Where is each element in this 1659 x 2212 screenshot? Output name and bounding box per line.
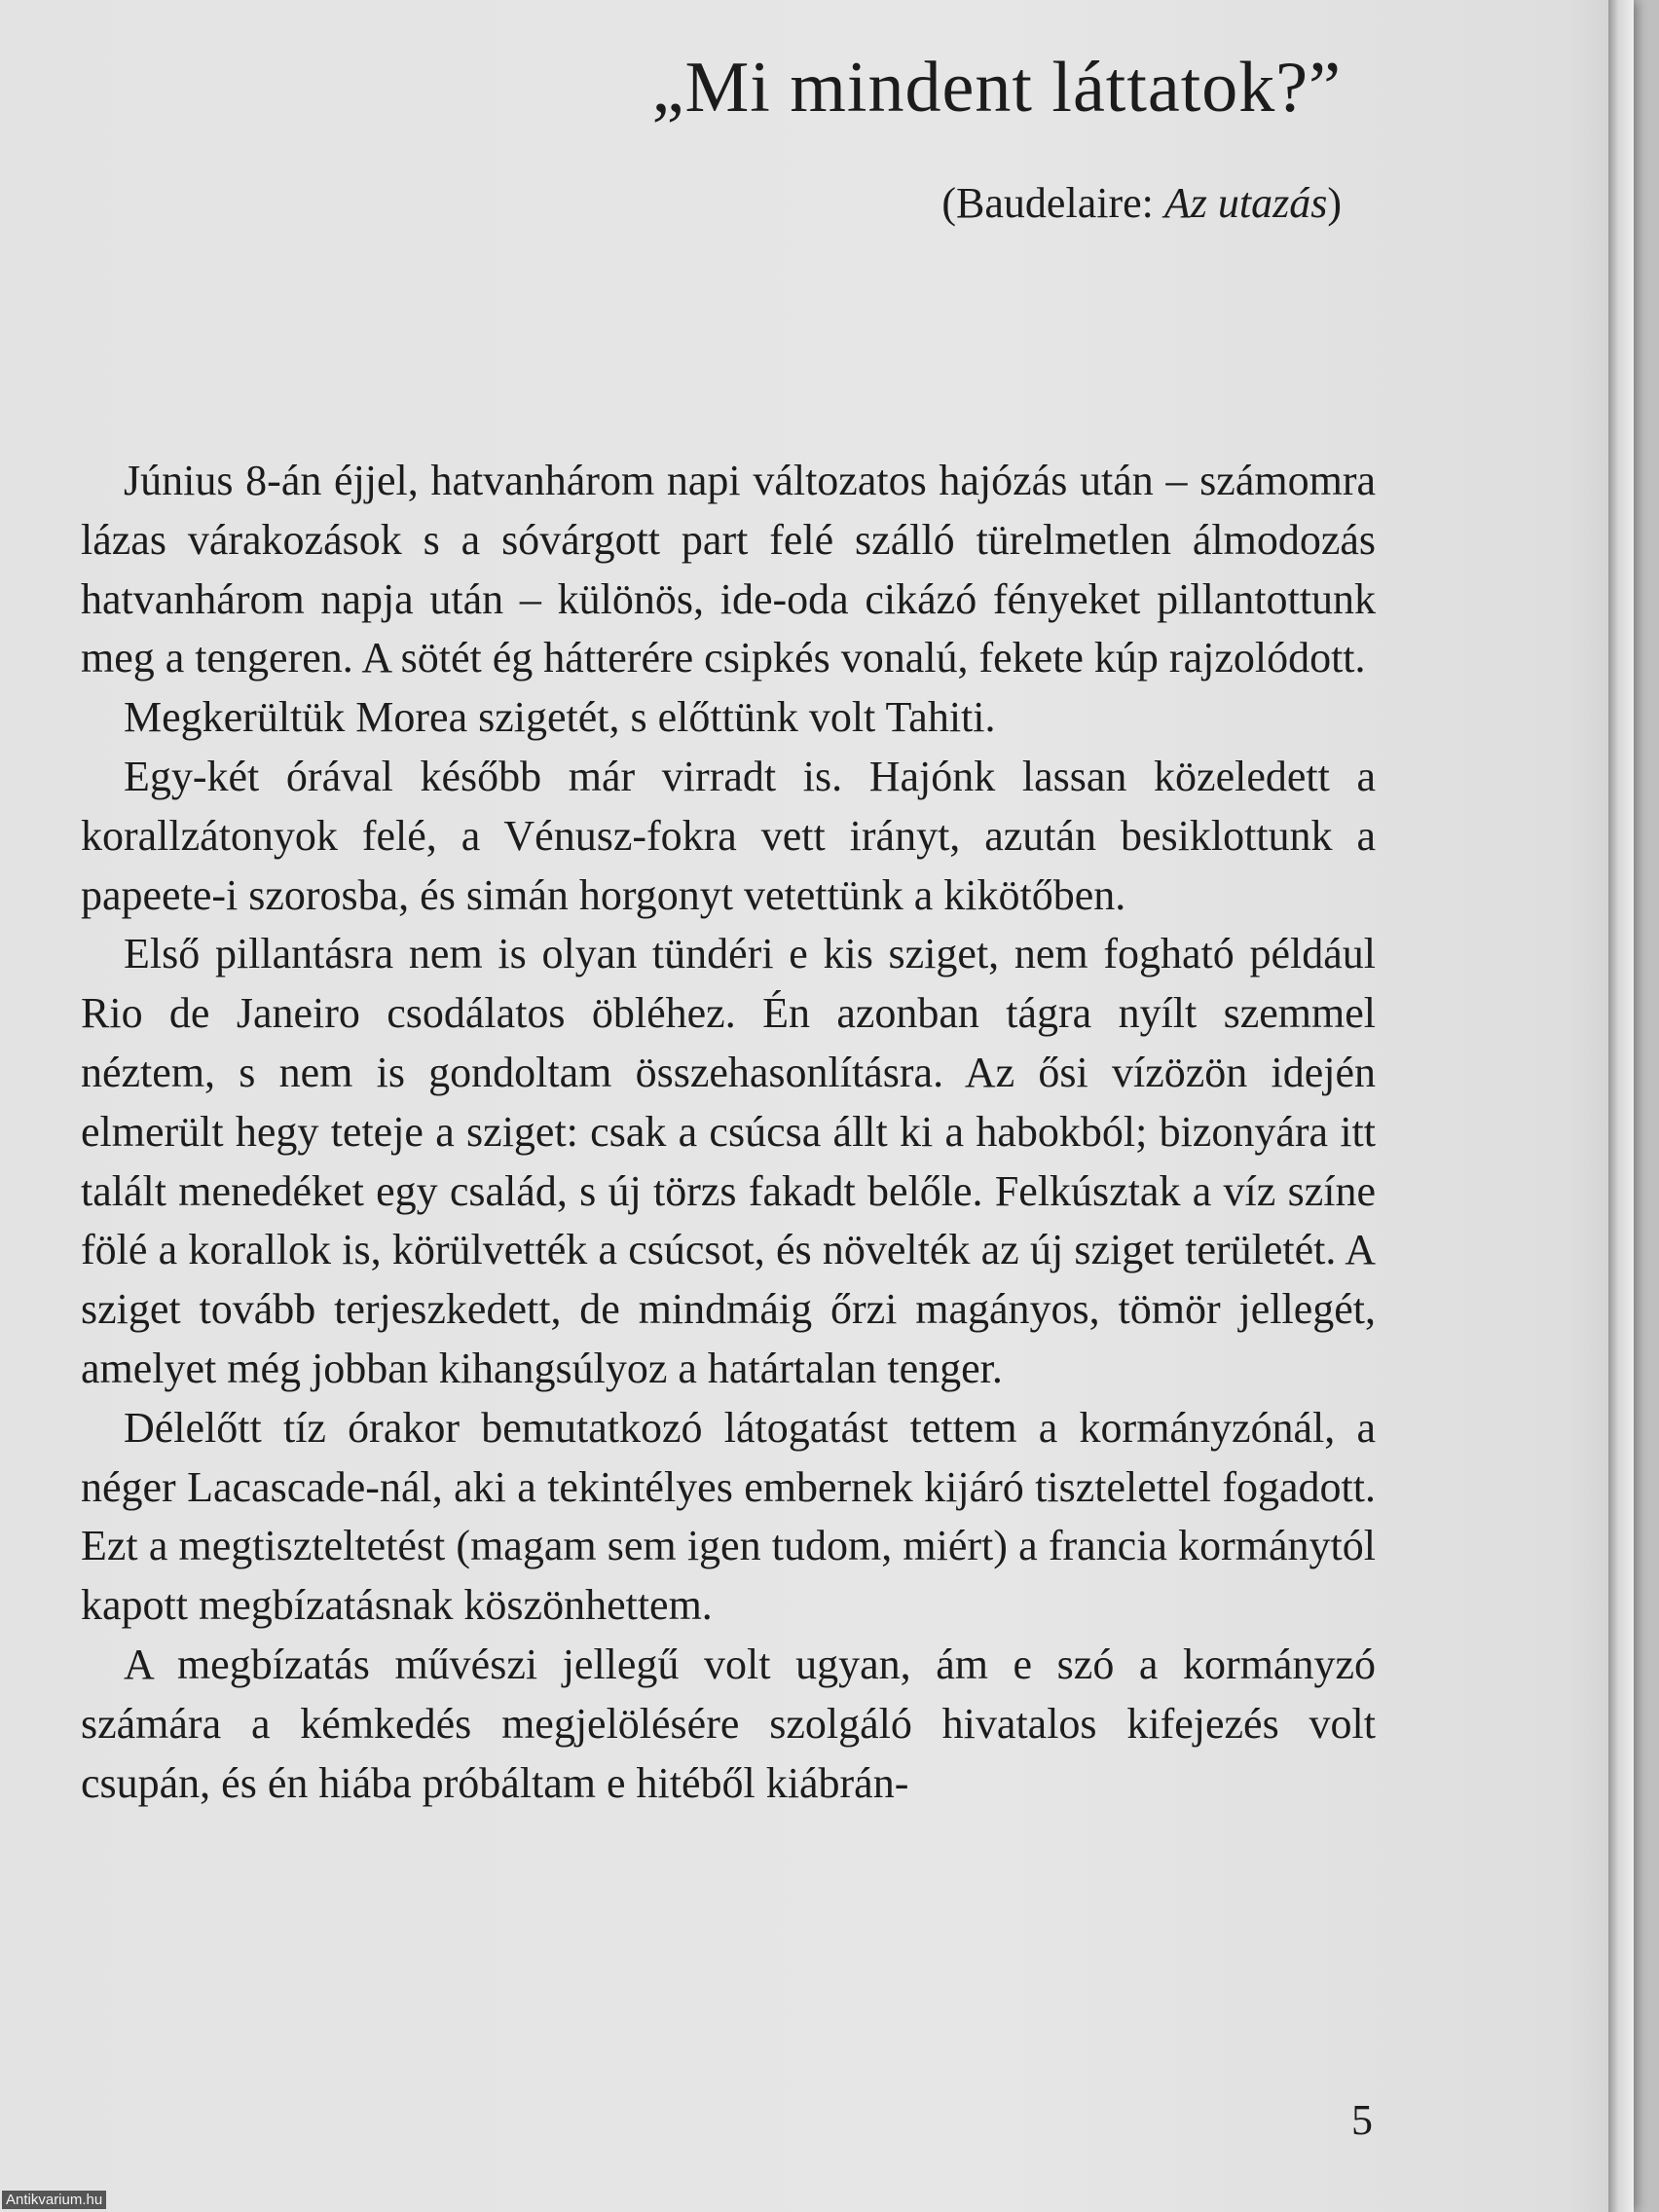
- paragraph: Június 8-án éjjel, hatvanhárom napi változatos hajózás után – számomra lázas várakozások s a sóvárgott part felé szálló türelmetlen álmodozás hatvanhárom napja után – különös, ide-oda cikázó fényeket pillantottunk meg a tengeren. A sötét ég hátterére csipkés vonalú, fekete kúp rajzolódott.: [81, 457, 1376, 682]
- paragraph: Megkerültük Morea szigetét, s előttünk volt Tahiti.: [124, 693, 996, 742]
- epigraph-work: Az utazás: [1163, 179, 1328, 227]
- epigraph: [941, 178, 1342, 228]
- epigraph-author: (Baudelaire:: [941, 179, 1164, 227]
- watermark: Antikvarium.hu: [2, 2191, 106, 2209]
- paragraph: Egy-két órával később már virradt is. Hajónk lassan közeledett a korallzátonyok felé, a Vénusz-fokra vett irányt, azután besiklottunk a papeete-i szorosba, és simán horgonyt vetettünk a kikötőben.: [81, 752, 1376, 919]
- page-edge: [1608, 0, 1634, 2212]
- paragraph: A megbízatás művészi jellegű volt ugyan, ám e szó a kormányzó számára a kémkedés megjelölésére szolgáló hivatalos kifejezés volt csupán, és én hiába próbáltam e hitéből kiábrán-: [81, 1640, 1376, 1807]
- epigraph-closing: ): [1327, 179, 1342, 227]
- paragraph: Délelőtt tíz órakor bemutatkozó látogatást tettem a kormányzónál, a néger Lacascade-nál, aki a tekintélyes embernek kijáró tisztelettel fogadott. Ezt a megtiszteltetést (magam sem igen tudom, miért) a francia kormánytól kapott megbízatásnak köszönhettem.: [81, 1403, 1376, 1630]
- body-text: [81, 452, 1376, 1813]
- paragraph: Első pillantásra nem is olyan tündéri e kis sziget, nem fogható például Rio de Janeiro csodálatos öbléhez. Én azonban tágra nyílt szemmel néztem, s nem is gondoltam összehasonlításra. Az ősi vízözön idején elmerült hegy teteje a sziget: csak a csúcsa állt ki a habokból; bizonyára itt talált menedéket egy család, s új törzs fakadt belőle. Felkúsztak a víz színe fölé a korallok is, körülvették a csúcsot, és növelték az új sziget területét. A sziget tovább terjeszkedett, de mindmáig őrzi magányos, tömör jellegét, amelyet még jobban kihangsúlyoz a határtalan tenger.: [81, 930, 1376, 1392]
- chapter-title: „Mi mindent láttatok?”: [651, 48, 1342, 128]
- page-number: 5: [1351, 2096, 1373, 2144]
